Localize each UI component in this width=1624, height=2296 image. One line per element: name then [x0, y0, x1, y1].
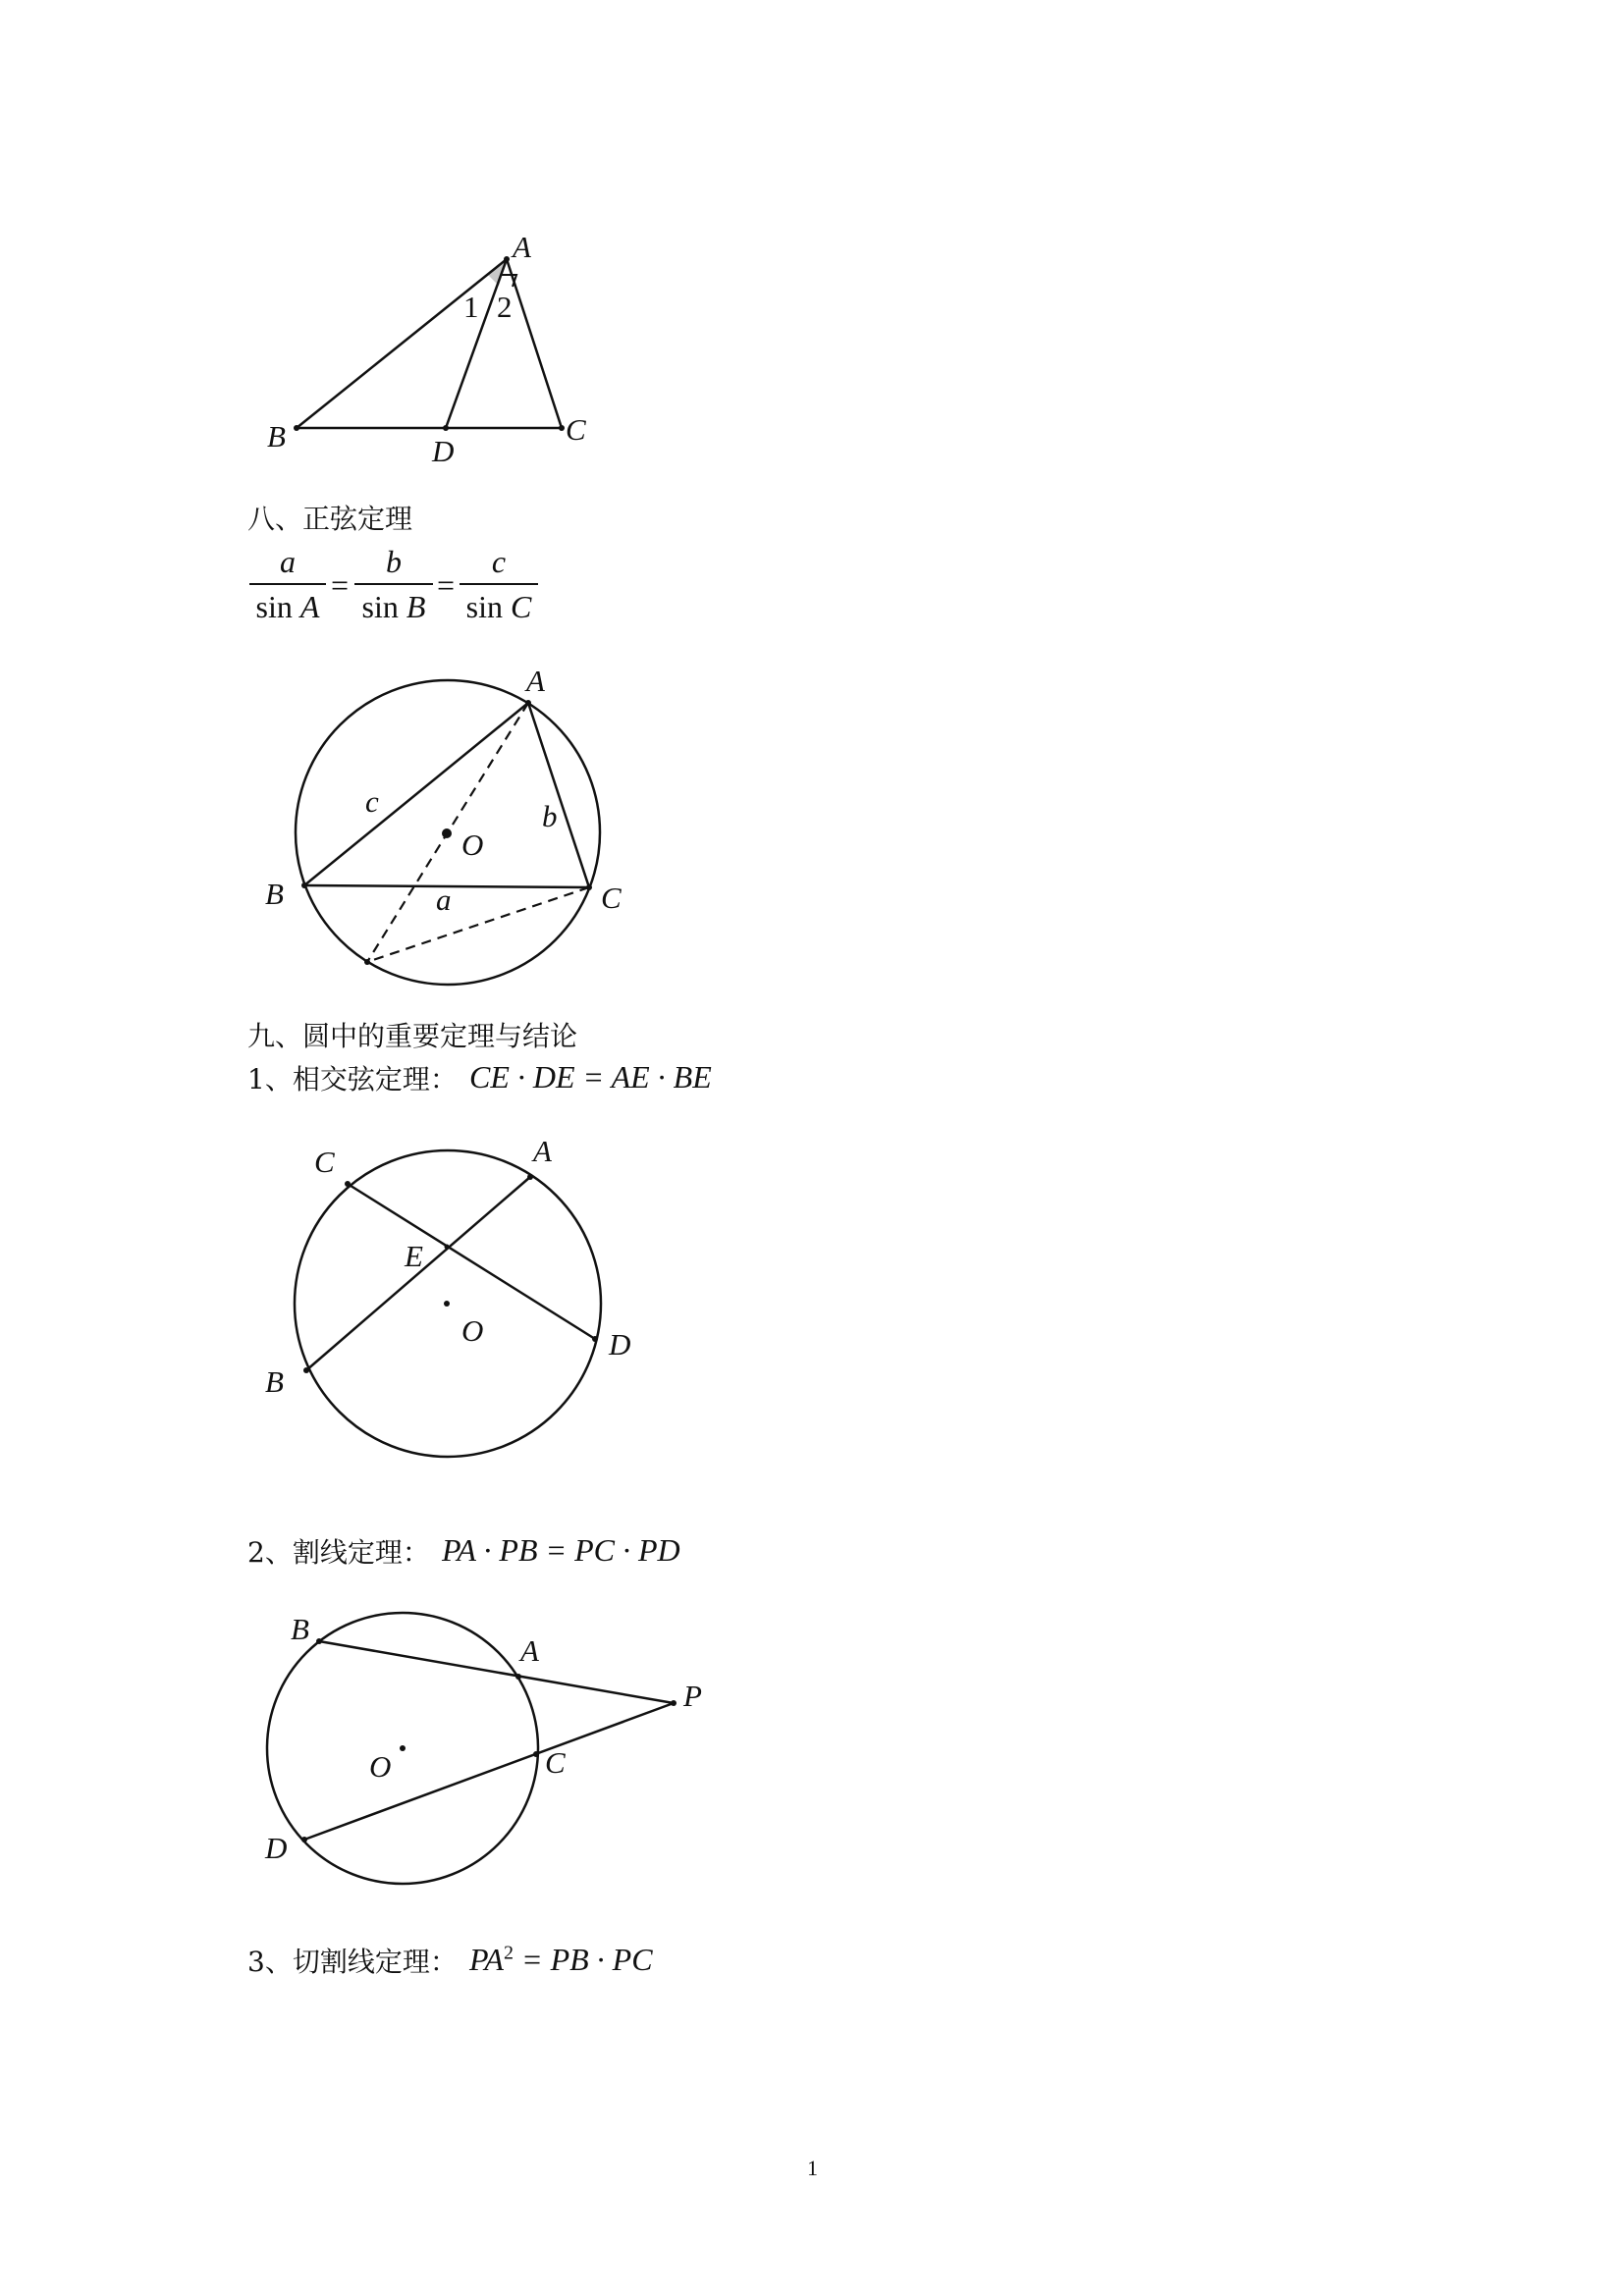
fraction-bar	[249, 583, 326, 585]
label-p: P	[683, 1679, 702, 1713]
angle2-mark	[501, 275, 516, 287]
label-b: B	[267, 419, 286, 454]
denominator-a: sin A	[255, 589, 320, 624]
point-d	[592, 1336, 598, 1342]
item2-label: 2、割线定理：	[247, 1536, 430, 1569]
item2-formula: PA · PB = PC · PD	[442, 1532, 680, 1568]
point-c	[559, 425, 565, 431]
numerator-a: a	[280, 544, 296, 579]
fraction-b	[354, 543, 433, 625]
label-side-b: b	[542, 799, 558, 833]
numerator-b: b	[386, 544, 402, 579]
point-b	[294, 425, 299, 431]
point-a	[527, 1174, 533, 1180]
item3-formula: $PA^2$ = PB · PC	[469, 1942, 653, 1977]
label-angle1: 1	[463, 290, 479, 324]
point-a	[525, 700, 531, 706]
point-b	[316, 1638, 322, 1644]
law-of-sines-figure	[255, 658, 648, 991]
label-c: C	[566, 412, 586, 447]
numerator-c: c	[491, 544, 507, 579]
point-d	[443, 425, 449, 431]
point-e	[445, 1245, 450, 1250]
fraction-bar	[354, 583, 433, 585]
section8-heading: 八、正弦定理	[247, 503, 413, 535]
item1-formula: CE · DE = AE · BE	[469, 1059, 712, 1095]
label-b: B	[265, 1364, 284, 1399]
item3-label: 3、切割线定理：	[247, 1946, 458, 1978]
denominator-b: sin B	[361, 589, 426, 624]
label-d: D	[265, 1831, 288, 1865]
label-a: A	[513, 230, 531, 264]
point-a	[515, 1674, 521, 1680]
label-c: C	[601, 881, 622, 915]
side-ac	[507, 259, 562, 428]
fraction-a	[249, 543, 326, 625]
label-b: B	[265, 877, 284, 911]
page-number: 1	[807, 2156, 818, 2180]
triangle-bisector-figure	[245, 221, 619, 476]
label-side-c: c	[365, 784, 379, 819]
point-a	[504, 256, 510, 262]
label-o: O	[461, 828, 484, 862]
side-c	[304, 703, 528, 885]
denominator-c: sin C	[465, 589, 532, 624]
section9-heading: 九、圆中的重要定理与结论	[247, 1020, 578, 1052]
label-o: O	[461, 1313, 484, 1348]
point-d	[301, 1837, 307, 1842]
point-b	[303, 1367, 309, 1373]
point-p	[671, 1700, 677, 1706]
equals-sign: =	[331, 567, 350, 603]
label-angle2: 2	[497, 290, 513, 324]
point-c	[586, 884, 592, 890]
label-d: D	[609, 1327, 631, 1362]
point-b	[301, 882, 307, 888]
label-b: B	[291, 1612, 309, 1646]
center-o	[400, 1745, 406, 1751]
point-c	[345, 1181, 351, 1187]
center-o	[444, 1301, 450, 1307]
label-e: E	[405, 1239, 423, 1273]
secant-figure	[255, 1600, 727, 1895]
label-side-a: a	[436, 882, 452, 917]
fraction-bar	[460, 583, 538, 585]
label-a: A	[533, 1134, 552, 1168]
label-a: A	[520, 1633, 539, 1668]
point-c	[533, 1751, 539, 1757]
label-d: D	[432, 434, 455, 468]
side-b	[528, 703, 589, 887]
chord-dashed	[367, 887, 589, 962]
secant-pdc	[304, 1703, 674, 1840]
fraction-c	[460, 543, 538, 625]
label-a: A	[526, 664, 545, 698]
point-diameter-end	[364, 959, 370, 965]
intersecting-chords-figure	[255, 1129, 648, 1463]
label-c: C	[314, 1145, 335, 1179]
chord-ab	[306, 1177, 530, 1370]
item1-label: 1、相交弦定理：	[247, 1063, 458, 1095]
label-o: O	[369, 1749, 392, 1784]
center-o	[442, 828, 452, 838]
label-c: C	[545, 1745, 566, 1780]
equals-sign: =	[437, 567, 456, 603]
